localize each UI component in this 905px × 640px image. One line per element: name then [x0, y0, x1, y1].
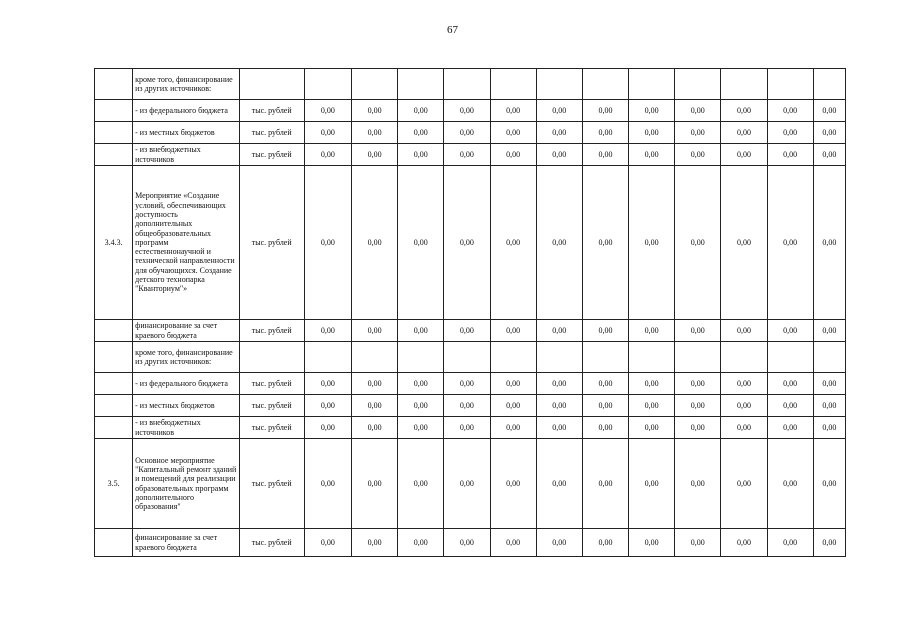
value-cell: 0,00: [444, 439, 490, 529]
value-cell: 0,00: [444, 320, 490, 342]
table-row: [95, 69, 846, 100]
value-cell: 0,00: [813, 395, 845, 417]
value-cell: [398, 69, 444, 100]
table-row: [95, 529, 846, 557]
value-cell: [582, 342, 628, 373]
value-cell: [304, 69, 351, 100]
row-unit: [239, 342, 304, 373]
value-cell: 0,00: [536, 417, 582, 439]
row-unit: тыс. рублей: [239, 122, 304, 144]
value-cell: 0,00: [629, 395, 675, 417]
row-name: - из местных бюджетов: [133, 122, 239, 144]
value-cell: 0,00: [490, 100, 536, 122]
value-cell: 0,00: [398, 166, 444, 320]
value-cell: 0,00: [490, 320, 536, 342]
value-cell: [490, 342, 536, 373]
value-cell: 0,00: [675, 529, 721, 557]
value-cell: 0,00: [352, 373, 398, 395]
row-name: кроме того, финансирование из других источников:: [133, 342, 239, 373]
value-cell: 0,00: [490, 166, 536, 320]
value-cell: 0,00: [629, 122, 675, 144]
value-cell: 0,00: [352, 439, 398, 529]
value-cell: 0,00: [444, 122, 490, 144]
value-cell: [629, 342, 675, 373]
value-cell: [352, 69, 398, 100]
budget-table-body: [95, 69, 846, 557]
value-cell: 0,00: [629, 417, 675, 439]
value-cell: 0,00: [582, 122, 628, 144]
value-cell: 0,00: [304, 122, 351, 144]
value-cell: [444, 342, 490, 373]
value-cell: 0,00: [629, 373, 675, 395]
value-cell: 0,00: [582, 529, 628, 557]
value-cell: 0,00: [721, 100, 767, 122]
value-cell: 0,00: [536, 529, 582, 557]
value-cell: 0,00: [582, 439, 628, 529]
value-cell: 0,00: [721, 395, 767, 417]
value-cell: 0,00: [767, 320, 813, 342]
value-cell: 0,00: [629, 320, 675, 342]
value-cell: [813, 342, 845, 373]
table-row: [95, 373, 846, 395]
row-unit: тыс. рублей: [239, 395, 304, 417]
value-cell: 0,00: [304, 166, 351, 320]
value-cell: 0,00: [582, 100, 628, 122]
value-cell: 0,00: [304, 144, 351, 166]
value-cell: 0,00: [767, 122, 813, 144]
value-cell: 0,00: [304, 395, 351, 417]
value-cell: [675, 342, 721, 373]
table-row: [95, 144, 846, 166]
value-cell: 0,00: [536, 373, 582, 395]
value-cell: 0,00: [767, 373, 813, 395]
table-row: [95, 100, 846, 122]
row-code: [95, 417, 133, 439]
value-cell: 0,00: [629, 529, 675, 557]
value-cell: 0,00: [490, 144, 536, 166]
value-cell: 0,00: [398, 395, 444, 417]
value-cell: 0,00: [813, 144, 845, 166]
value-cell: [490, 69, 536, 100]
value-cell: 0,00: [398, 417, 444, 439]
value-cell: 0,00: [721, 166, 767, 320]
value-cell: 0,00: [813, 122, 845, 144]
value-cell: 0,00: [352, 100, 398, 122]
value-cell: [444, 69, 490, 100]
value-cell: 0,00: [675, 320, 721, 342]
value-cell: 0,00: [444, 373, 490, 395]
value-cell: 0,00: [352, 166, 398, 320]
row-name: Основное мероприятие "Капитальный ремонт зданий и помещений для реализации образовательных программ дополнительного образования": [133, 439, 239, 529]
value-cell: 0,00: [352, 529, 398, 557]
value-cell: 0,00: [813, 417, 845, 439]
row-unit: тыс. рублей: [239, 373, 304, 395]
value-cell: 0,00: [536, 122, 582, 144]
value-cell: 0,00: [813, 373, 845, 395]
value-cell: [721, 69, 767, 100]
row-unit: [239, 69, 304, 100]
value-cell: 0,00: [629, 439, 675, 529]
value-cell: 0,00: [721, 373, 767, 395]
value-cell: 0,00: [304, 320, 351, 342]
row-unit: тыс. рублей: [239, 529, 304, 557]
value-cell: 0,00: [629, 100, 675, 122]
value-cell: 0,00: [444, 395, 490, 417]
value-cell: 0,00: [444, 166, 490, 320]
value-cell: 0,00: [352, 395, 398, 417]
table-row: [95, 342, 846, 373]
value-cell: 0,00: [721, 122, 767, 144]
value-cell: 0,00: [398, 100, 444, 122]
table-row: [95, 320, 846, 342]
value-cell: 0,00: [490, 529, 536, 557]
value-cell: 0,00: [767, 395, 813, 417]
value-cell: 0,00: [536, 395, 582, 417]
value-cell: 0,00: [536, 144, 582, 166]
value-cell: 0,00: [304, 417, 351, 439]
value-cell: 0,00: [813, 439, 845, 529]
value-cell: 0,00: [490, 439, 536, 529]
value-cell: 0,00: [675, 166, 721, 320]
budget-table: [94, 68, 846, 557]
value-cell: 0,00: [813, 166, 845, 320]
row-unit: тыс. рублей: [239, 144, 304, 166]
value-cell: 0,00: [398, 144, 444, 166]
value-cell: 0,00: [675, 417, 721, 439]
value-cell: 0,00: [721, 144, 767, 166]
value-cell: 0,00: [629, 166, 675, 320]
row-code: [95, 320, 133, 342]
value-cell: [536, 342, 582, 373]
value-cell: 0,00: [767, 144, 813, 166]
value-cell: 0,00: [675, 122, 721, 144]
row-code: 3.5.: [95, 439, 133, 529]
value-cell: [767, 342, 813, 373]
value-cell: 0,00: [536, 166, 582, 320]
value-cell: 0,00: [813, 529, 845, 557]
value-cell: 0,00: [675, 395, 721, 417]
value-cell: 0,00: [675, 100, 721, 122]
table-row: [95, 417, 846, 439]
row-name: - из внебюджетных источников: [133, 417, 239, 439]
value-cell: 0,00: [582, 320, 628, 342]
value-cell: [629, 69, 675, 100]
value-cell: [767, 69, 813, 100]
row-name: Мероприятие «Создание условий, обеспечивающих доступность дополнительных общеобразовательных программ естественнонаучной и технической направленности для обучающихся. Создание детского технопарка "Кванториум"»: [133, 166, 239, 320]
table-row: [95, 122, 846, 144]
value-cell: 0,00: [582, 373, 628, 395]
row-code: [95, 144, 133, 166]
row-unit: тыс. рублей: [239, 439, 304, 529]
value-cell: 0,00: [398, 320, 444, 342]
value-cell: 0,00: [536, 100, 582, 122]
value-cell: 0,00: [721, 320, 767, 342]
value-cell: 0,00: [536, 320, 582, 342]
row-unit: тыс. рублей: [239, 417, 304, 439]
value-cell: [352, 342, 398, 373]
value-cell: 0,00: [767, 166, 813, 320]
value-cell: 0,00: [813, 320, 845, 342]
value-cell: 0,00: [490, 417, 536, 439]
row-code: [95, 529, 133, 557]
value-cell: 0,00: [675, 439, 721, 529]
value-cell: 0,00: [675, 373, 721, 395]
value-cell: 0,00: [767, 417, 813, 439]
value-cell: 0,00: [767, 100, 813, 122]
value-cell: 0,00: [304, 100, 351, 122]
row-name: - из местных бюджетов: [133, 395, 239, 417]
value-cell: 0,00: [352, 144, 398, 166]
value-cell: 0,00: [398, 439, 444, 529]
row-code: [95, 395, 133, 417]
row-name: - из внебюджетных источников: [133, 144, 239, 166]
value-cell: [398, 342, 444, 373]
value-cell: [582, 69, 628, 100]
value-cell: 0,00: [352, 122, 398, 144]
table-row: [95, 166, 846, 320]
value-cell: 0,00: [721, 417, 767, 439]
value-cell: [721, 342, 767, 373]
value-cell: 0,00: [767, 439, 813, 529]
value-cell: 0,00: [444, 100, 490, 122]
row-name: финансирование за счет краевого бюджета: [133, 320, 239, 342]
value-cell: 0,00: [304, 439, 351, 529]
value-cell: 0,00: [398, 373, 444, 395]
value-cell: 0,00: [444, 529, 490, 557]
row-code: [95, 69, 133, 100]
value-cell: 0,00: [582, 144, 628, 166]
value-cell: 0,00: [490, 122, 536, 144]
value-cell: 0,00: [582, 417, 628, 439]
value-cell: 0,00: [398, 122, 444, 144]
value-cell: [536, 69, 582, 100]
value-cell: 0,00: [444, 144, 490, 166]
value-cell: [675, 69, 721, 100]
row-name: кроме того, финансирование из других источников:: [133, 69, 239, 100]
value-cell: 0,00: [675, 144, 721, 166]
row-unit: тыс. рублей: [239, 166, 304, 320]
page-number: 67: [447, 24, 458, 36]
row-code: [95, 373, 133, 395]
value-cell: [304, 342, 351, 373]
value-cell: 0,00: [352, 417, 398, 439]
table-row: [95, 395, 846, 417]
value-cell: 0,00: [536, 439, 582, 529]
row-code: [95, 342, 133, 373]
table-row: [95, 439, 846, 529]
value-cell: 0,00: [490, 373, 536, 395]
value-cell: 0,00: [304, 373, 351, 395]
row-name: финансирование за счет краевого бюджета: [133, 529, 239, 557]
row-unit: тыс. рублей: [239, 320, 304, 342]
value-cell: [813, 69, 845, 100]
value-cell: 0,00: [629, 144, 675, 166]
value-cell: 0,00: [582, 166, 628, 320]
value-cell: 0,00: [490, 395, 536, 417]
row-unit: тыс. рублей: [239, 100, 304, 122]
value-cell: 0,00: [721, 439, 767, 529]
value-cell: 0,00: [444, 417, 490, 439]
value-cell: 0,00: [813, 100, 845, 122]
row-code: 3.4.3.: [95, 166, 133, 320]
value-cell: 0,00: [721, 529, 767, 557]
row-code: [95, 122, 133, 144]
row-name: - из федерального бюджета: [133, 373, 239, 395]
value-cell: 0,00: [398, 529, 444, 557]
value-cell: 0,00: [767, 529, 813, 557]
row-name: - из федерального бюджета: [133, 100, 239, 122]
row-code: [95, 100, 133, 122]
value-cell: 0,00: [582, 395, 628, 417]
value-cell: 0,00: [352, 320, 398, 342]
value-cell: 0,00: [304, 529, 351, 557]
